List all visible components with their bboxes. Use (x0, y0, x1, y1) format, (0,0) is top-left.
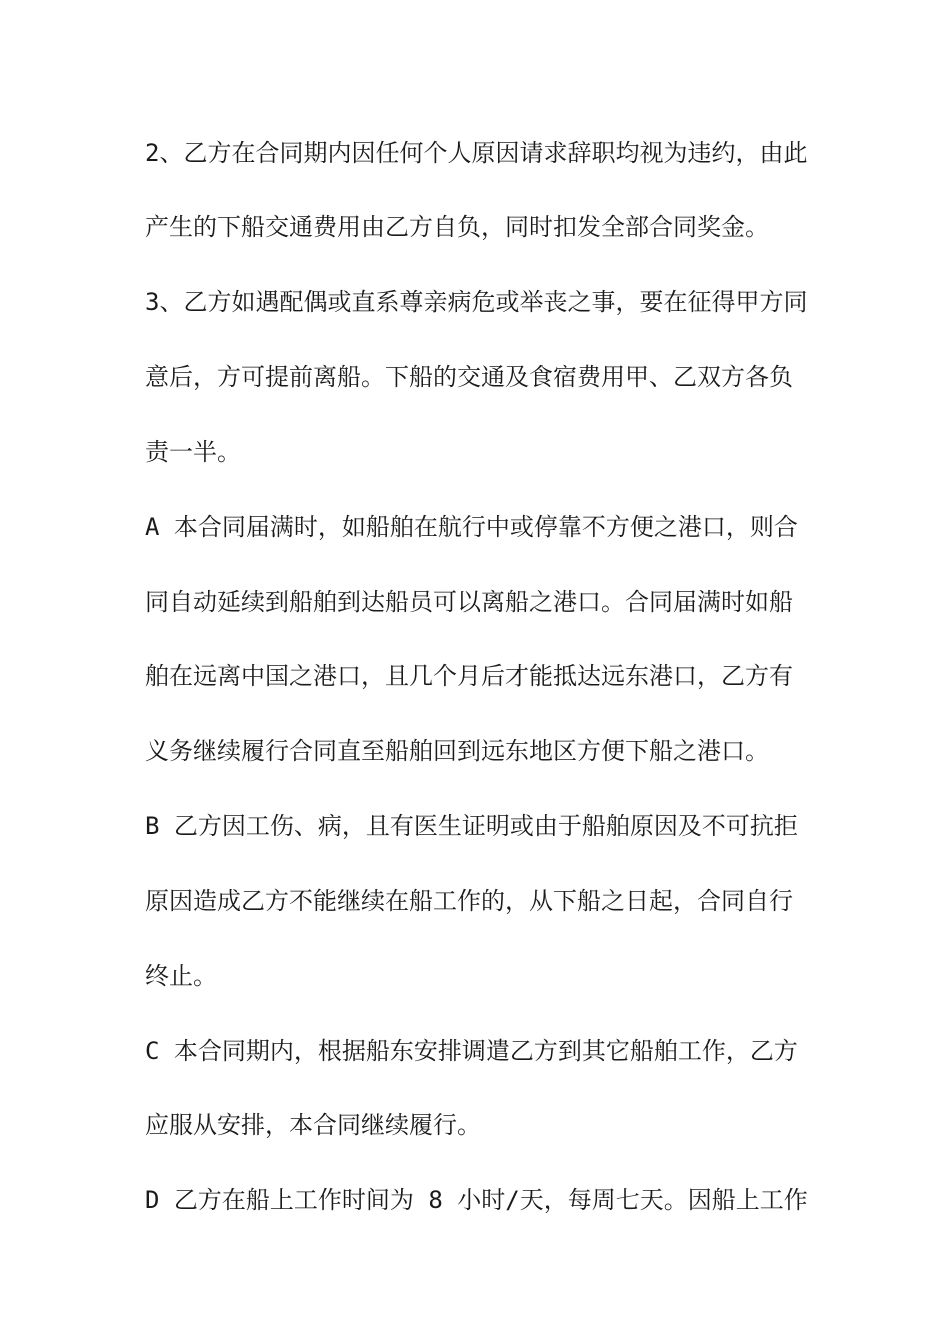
text-line: C 本合同期内，根据船东安排调遣乙方到其它船舶工作，乙方 (145, 1037, 798, 1065)
text-line: 产生的下船交通费用由乙方自负，同时扣发全部合同奖金。 (145, 213, 769, 241)
text-line: 应服从安排，本合同继续履行。 (145, 1111, 481, 1139)
text-line: 3、乙方如遇配偶或直系尊亲病危或举丧之事，要在征得甲方同 (145, 288, 808, 316)
text-line: 义务继续履行合同直至船舶回到远东地区方便下船之港口。 (145, 737, 769, 765)
text-line: 舶在远离中国之港口，且几个月后才能抵达远东港口，乙方有 (145, 662, 793, 690)
text-line: 同自动延续到船舶到达船员可以离船之港口。合同届满时如船 (145, 588, 793, 616)
text-line: B 乙方因工伤、病，且有医生证明或由于船舶原因及不可抗拒 (145, 812, 798, 840)
text-line: D 乙方在船上工作时间为 8 小时/天，每周七天。因船上工作 (145, 1186, 808, 1214)
text-line: 责一半。 (145, 438, 241, 466)
text-line: 2、乙方在合同期内因任何个人原因请求辞职均视为违约，由此 (145, 139, 808, 167)
text-line: 意后，方可提前离船。下船的交通及食宿费用甲、乙双方各负 (145, 363, 793, 391)
text-line: 原因造成乙方不能继续在船工作的，从下船之日起，合同自行 (145, 887, 793, 915)
text-line: 终止。 (145, 962, 217, 990)
text-line: A 本合同届满时，如船舶在航行中或停靠不方便之港口，则合 (145, 513, 798, 541)
